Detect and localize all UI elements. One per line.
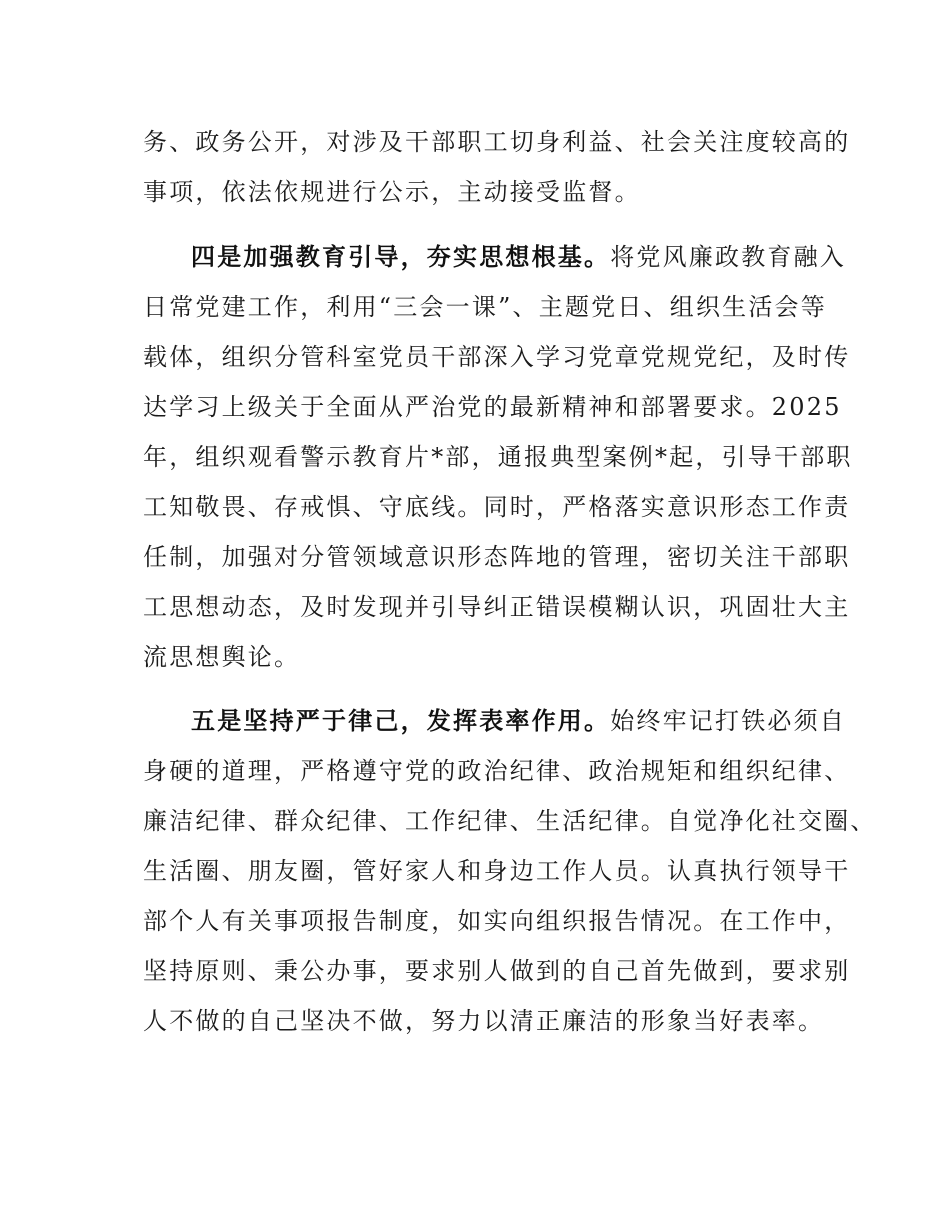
text-line: 务、政务公开，对涉及干部职工切身利益、社会关注度较高的 [143,128,851,156]
text-line: 年，组织观看警示教育片*部，通报典型案例*起，引导干部职 [143,443,853,471]
paragraph-disclosure [143,117,851,217]
text-line: 身硬的道理，严格遵守党的政治纪律、政治规矩和组织纪律、 [143,757,851,785]
text-line-first [143,232,847,282]
text-line: 工知敬畏、存戒惧、守底线。同时，严格落实意识形态工作责 [143,493,851,521]
text-line: 人不做的自己坚决不做，努力以清正廉洁的形象当好表率。 [143,1007,825,1035]
text-line: 达学习上级关于全面从严治党的最新精神和部署要求。2025 [143,393,842,421]
paragraph-lead: 五是坚持严于律己，发挥表率作用。 [191,707,611,735]
text-line: 任制，加强对分管领域意识形态阵地的管理，密切关注干部职 [143,543,851,571]
text-line: 流思想舆论。 [143,643,301,671]
text-span: 将党风廉政教育融入 [610,243,847,271]
paragraph-education [143,232,853,682]
text-line: 部个人有关事项报告制度，如实向组织报告情况。在工作中， [143,907,851,935]
paragraph-self-discipline [143,696,877,1046]
text-line: 载体，组织分管科室党员干部深入学习党章党规党纪，及时传 [143,343,851,371]
text-line: 廉洁纪律、群众纪律、工作纪律、生活纪律。自觉净化社交圈、 [143,807,877,835]
text-line: 坚持原则、秉公办事，要求别人做到的自己首先做到，要求别 [143,957,851,985]
text-line: 事项，依法依规进行公示，主动接受监督。 [143,178,641,206]
text-line: 日常党建工作，利用“三会一课”、主题党日、组织生活会等 [143,293,827,321]
text-span: 始终牢记打铁必须自 [610,707,847,735]
text-line-first [143,696,847,746]
text-line: 生活圈、朋友圈，管好家人和身边工作人员。认真执行领导干 [143,857,851,885]
paragraph-lead: 四是加强教育引导，夯实思想根基。 [191,243,611,271]
text-line: 工思想动态，及时发现并引导纠正错误模糊认识，巩固壮大主 [143,593,851,621]
